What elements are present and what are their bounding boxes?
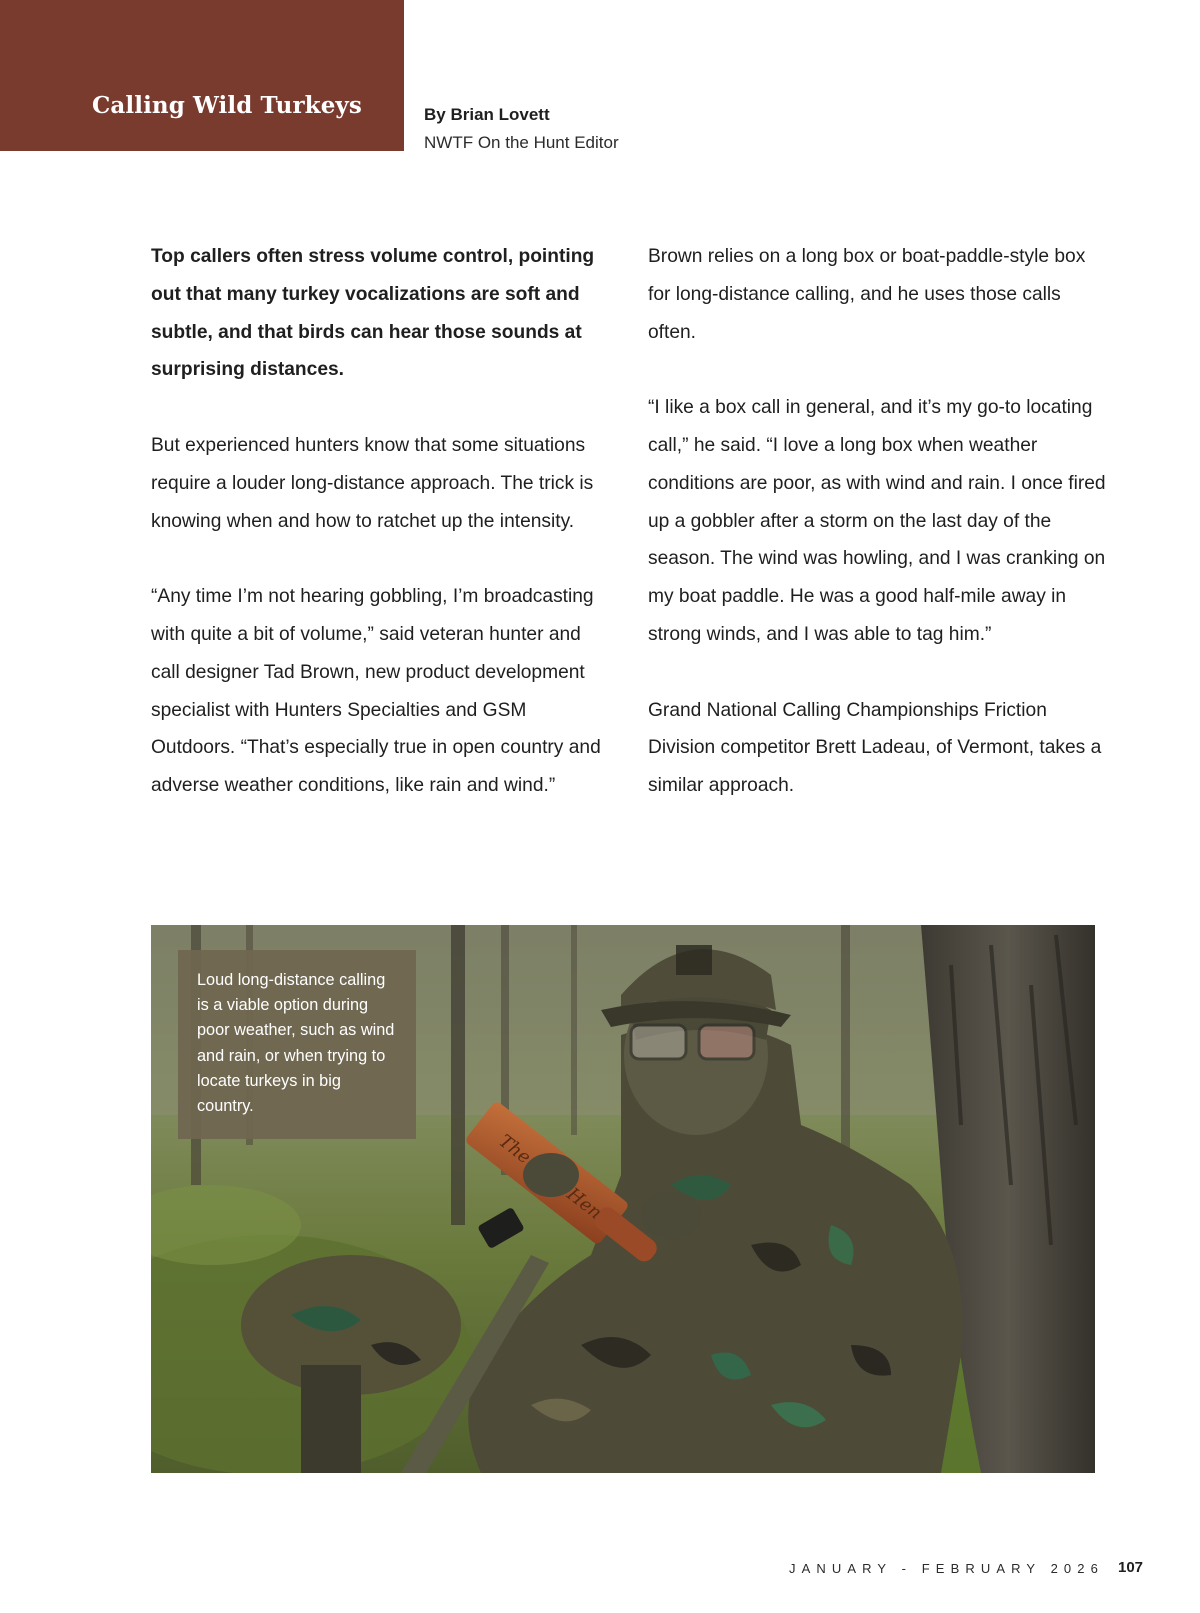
body-paragraph: Brown relies on a long box or boat-paddle-style box for long-distance calling, and he uses those calls often. (648, 246, 1086, 343)
hunter-photo (151, 925, 1095, 1473)
photo-caption-text: Loud long-distance calling is a viable option during poor weather, such as wind and rain, or when trying to locate turkeys in big country. (197, 971, 395, 1116)
title-block (0, 0, 404, 151)
author-role: NWTF On the Hunt Editor (424, 133, 619, 152)
issue-date: JANUARY - FEBRUARY 2026 (789, 1561, 1104, 1576)
page-number: 107 (1118, 1559, 1144, 1576)
author-byline: By Brian Lovett (424, 105, 550, 124)
body-paragraph: “Any time I’m not hearing gobbling, I’m broadcasting with quite a bit of volume,” said veteran hunter and call designer Tad Brown, new product development specialist with Hunters Specialties and GSM Outdoors. “That’s especially true in open country and adverse weather conditions, like rain and wind.” (151, 586, 601, 797)
box-call-label: The Hen (494, 1130, 606, 1224)
photo-caption (178, 950, 416, 1139)
article-title: Calling Wild Turkeys (92, 92, 362, 119)
body-paragraph: Grand National Calling Championships Friction Division competitor Brett Ladeau, of Vermont, takes a similar approach. (648, 699, 1102, 797)
article-column-left (151, 238, 607, 843)
lead-paragraph: Top callers often stress volume control, pointing out that many turkey vocalizations are soft and subtle, and that birds can hear those sounds at surprising distances. (151, 246, 595, 381)
body-paragraph: But experienced hunters know that some situations require a louder long-distance approach. The trick is knowing when and how to ratchet up the intensity. (151, 434, 594, 532)
body-paragraph: “I like a box call in general, and it’s my go-to locating call,” he said. “I love a long box when weather conditions are poor, as with wind and rain. I once fired up a gobbler after a storm on the last day of the season. The wind was howling, and I was cranking on my boat paddle. He was a good half-mile away in strong winds, and I was able to tag him.” (648, 397, 1106, 645)
article-column-right (648, 238, 1108, 843)
